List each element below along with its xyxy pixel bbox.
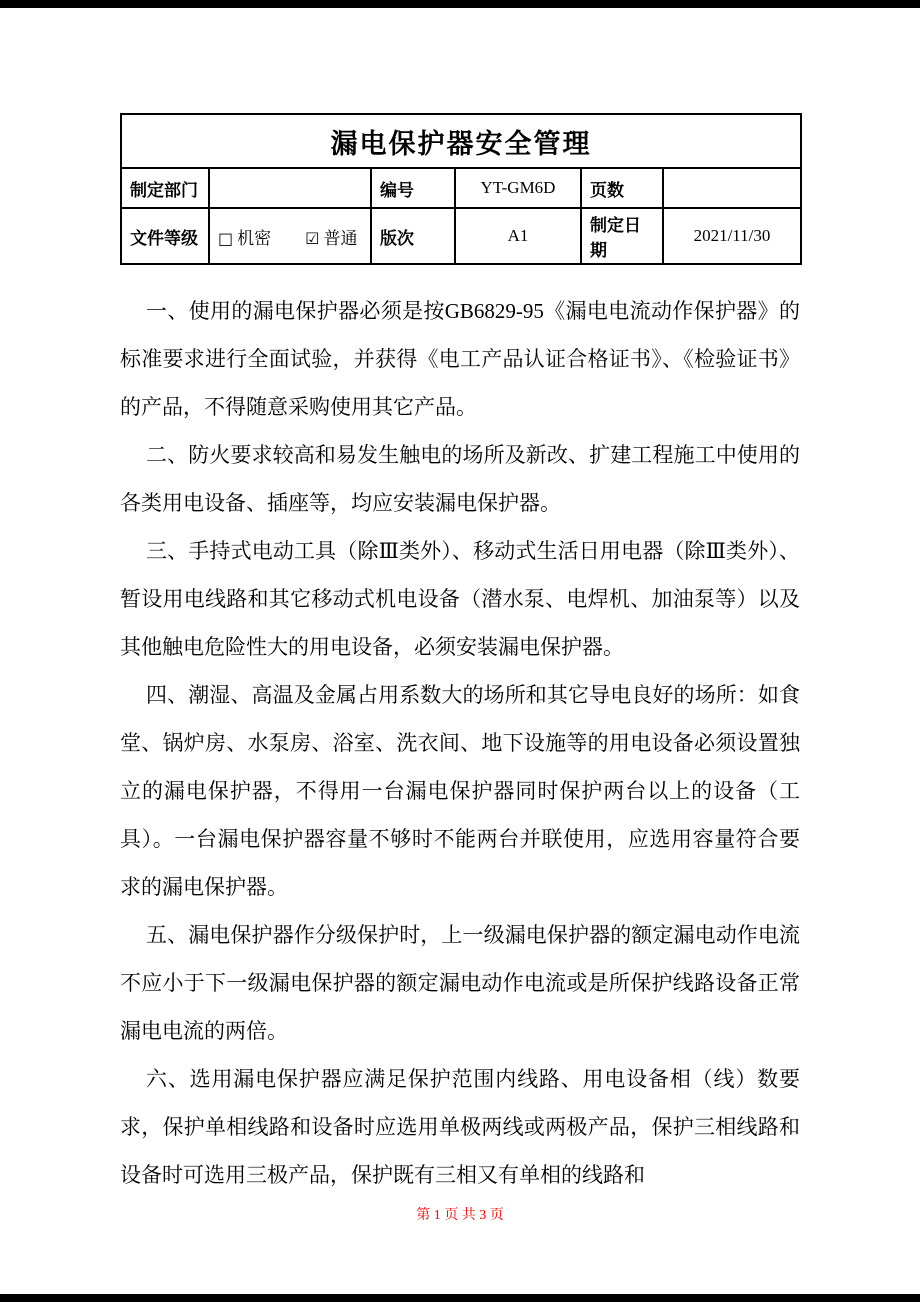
dept-value [209,168,371,208]
pages-value [663,168,801,208]
meta-row-2 [121,208,801,264]
paragraph-5: 五、漏电保护器作分级保护时，上一级漏电保护器的额定漏电动作电流不应小于下一级漏电保护器的额定漏电动作电流或是所保护线路设备正常漏电电流的两倍。 [120,923,800,1043]
page-number-footer: 第 1 页 共 3 页 [416,1208,504,1223]
bottom-edge-bar [0,1294,920,1302]
doc-number-value: YT-GM6D [455,168,581,208]
normal-option-label: 普通 [323,228,358,248]
paragraph-6: 六、选用漏电保护器应满足保护范围内线路、用电设备相（线）数要求，保护单相线路和设备时应选用单极两线或两极产品，保护三相线路和设备时可选用三极产品，保护既有三相又有单相的线路和 [120,1067,800,1187]
paragraph-1: 一、使用的漏电保护器必须是按GB6829-95《漏电电流动作保护器》的标准要求进行全面试验，并获得《电工产品认证合格证书》、《检验证书》的产品，不得随意采购使用其它产品。 [120,299,800,419]
document-body [120,287,800,1199]
doc-number-label: 编号 [371,168,455,208]
secret-option-label: 机密 [237,228,272,248]
meta-row-1 [121,168,801,208]
secret-checkbox-icon[interactable]: □ [218,228,234,248]
paragraph-3: 三、手持式电动工具（除Ⅲ类外）、移动式生活日用电器（除Ⅲ类外）、暂设用电线路和其它移动式机电设备（潜水泵、电焊机、加油泵等）以及其他触电危险性大的用电设备，必须安装漏电保护器。 [120,539,800,659]
version-label: 版次 [371,208,455,264]
file-level-label: 文件等级 [121,208,209,264]
paragraph-2: 二、防火要求较高和易发生触电的场所及新改、扩建工程施工中使用的各类用电设备、插座等，均应安装漏电保护器。 [120,443,800,515]
dept-label: 制定部门 [121,168,209,208]
normal-checkbox-icon[interactable]: ☑ [305,228,320,248]
document-page [120,113,800,1199]
date-value: 2021/11/30 [663,208,801,264]
file-level-options [209,208,371,264]
title-row [121,114,801,168]
pages-label: 页数 [581,168,663,208]
paragraph-4: 四、潮湿、高温及金属占用系数大的场所和其它导电良好的场所：如食堂、锅炉房、水泵房、浴室、洗衣间、地下设施等的用电设备必须设置独立的漏电保护器，不得用一台漏电保护器同时保护两台以上的设备（工具）。一台漏电保护器容量不够时不能两台并联使用，应选用容量符合要求的漏电保护器。 [120,683,800,899]
document-title: 漏电保护器安全管理 [121,114,801,168]
version-value: A1 [455,208,581,264]
date-label: 制定日期 [581,208,663,264]
top-edge-bar [0,0,920,8]
document-header-table [120,113,802,265]
